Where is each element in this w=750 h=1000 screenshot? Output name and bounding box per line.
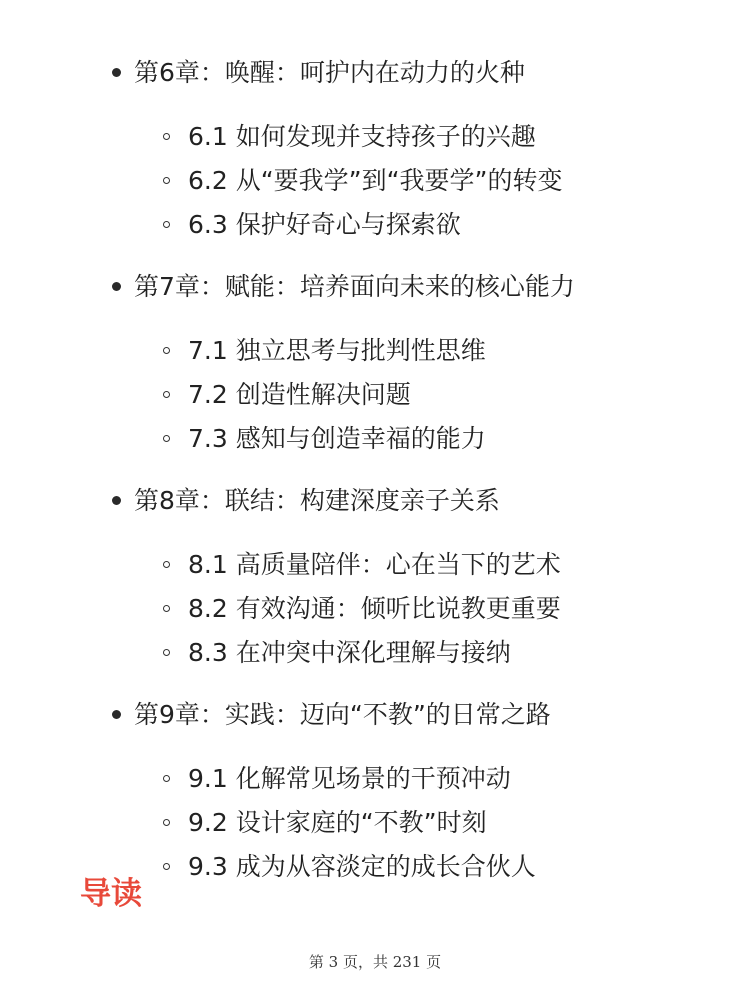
- section-title: 7.3 感知与创造幸福的能力: [188, 424, 486, 453]
- chapter-group: [0, 692, 750, 890]
- section-item: [0, 116, 750, 160]
- bullet-icon: [112, 496, 121, 505]
- section-title: 8.1 高质量陪伴：心在当下的艺术: [188, 550, 561, 579]
- section-item: [0, 330, 750, 374]
- hollow-bullet-icon: [163, 177, 170, 184]
- chapter-group: [0, 264, 750, 462]
- section-title: 6.3 保护好奇心与探索欲: [188, 210, 461, 239]
- hollow-bullet-icon: [163, 649, 170, 656]
- chapter-item: [0, 264, 750, 312]
- bullet-icon: [112, 282, 121, 291]
- chapter-item: [0, 478, 750, 526]
- section-title: 7.2 创造性解决问题: [188, 380, 411, 409]
- hollow-bullet-icon: [163, 863, 170, 870]
- section-title: 6.2 从“要我学”到“我要学”的转变: [188, 166, 563, 195]
- page-footer: 第 3 页，共 231 页: [308, 953, 442, 971]
- chapter-title: 第8章：联结：构建深度亲子关系: [134, 486, 500, 515]
- section-item: [0, 374, 750, 418]
- hollow-bullet-icon: [163, 221, 170, 228]
- section-title: 8.2 有效沟通：倾听比说教更重要: [188, 594, 561, 623]
- section-title: 9.1 化解常见场景的干预冲动: [188, 764, 511, 793]
- chapter-group: [0, 478, 750, 676]
- chapter-title: 第6章：唤醒：呵护内在动力的火种: [134, 58, 525, 87]
- section-heading: 导读: [80, 876, 142, 912]
- section-title: 9.3 成为从容淡定的成长合伙人: [188, 852, 536, 881]
- section-item: [0, 758, 750, 802]
- chapter-item: [0, 50, 750, 98]
- hollow-bullet-icon: [163, 561, 170, 568]
- hollow-bullet-icon: [163, 775, 170, 782]
- section-item: [0, 204, 750, 248]
- hollow-bullet-icon: [163, 133, 170, 140]
- chapter-group: [0, 50, 750, 248]
- chapter-title: 第9章：实践：迈向“不教”的日常之路: [134, 700, 551, 729]
- section-title: 6.1 如何发现并支持孩子的兴趣: [188, 122, 536, 151]
- section-title: 9.2 设计家庭的“不教”时刻: [188, 808, 487, 837]
- hollow-bullet-icon: [163, 819, 170, 826]
- chapter-title: 第7章：赋能：培养面向未来的核心能力: [134, 272, 575, 301]
- hollow-bullet-icon: [163, 605, 170, 612]
- section-item: [0, 418, 750, 462]
- bullet-icon: [112, 68, 121, 77]
- section-item: [0, 544, 750, 588]
- hollow-bullet-icon: [163, 435, 170, 442]
- bullet-icon: [112, 710, 121, 719]
- section-item: [0, 802, 750, 846]
- chapter-item: [0, 692, 750, 740]
- section-item: [0, 588, 750, 632]
- section-item: [0, 632, 750, 676]
- table-of-contents: [0, 50, 750, 906]
- hollow-bullet-icon: [163, 391, 170, 398]
- section-item: [0, 160, 750, 204]
- section-title: 8.3 在冲突中深化理解与接纳: [188, 638, 511, 667]
- section-title: 7.1 独立思考与批判性思维: [188, 336, 486, 365]
- hollow-bullet-icon: [163, 347, 170, 354]
